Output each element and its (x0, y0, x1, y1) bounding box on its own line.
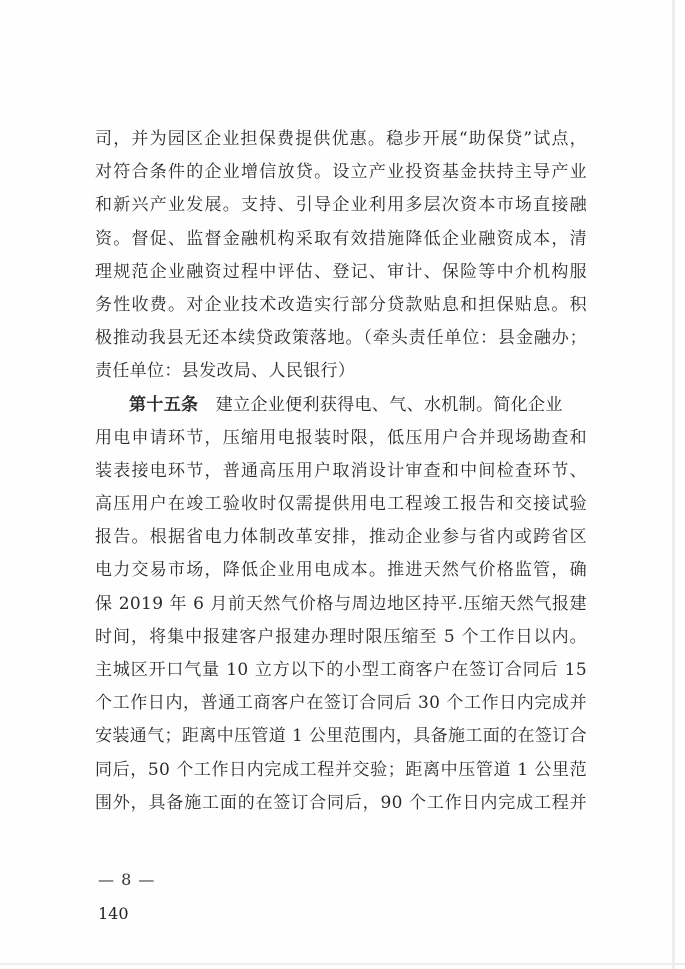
document-body (95, 123, 587, 820)
article-heading-line (95, 389, 587, 422)
article-first-line: 建立企业便利获得电、气、水机制。简化企业 (198, 394, 563, 415)
text-line: 和新兴产业发展。支持、引导企业利用多层次资本市场直接融 (95, 195, 587, 216)
text-line: 极推动我县无还本续贷政策落地。（牵头责任单位：县金融办； (95, 328, 587, 349)
text-line: 围外，具备施工面的在签订合同后，90 个工作日内完成工程并 (95, 792, 587, 813)
text-line: 安装通气；距离中压管道 1 公里范围内，具备施工面的在签订合 (95, 726, 587, 747)
text-line: 高压用户在竣工验收时仅需提供用电工程竣工报告和交接试验 (95, 494, 587, 515)
text-line: 报告。根据省电力体制改革安排，推动企业参与省内或跨省区 (95, 527, 587, 548)
text-line: 理规范企业融资过程中评估、登记、审计、保险等中介机构服 (95, 261, 587, 282)
text-line: 主城区开口气量 10 立方以下的小型工商客户在签订合同后 15 (95, 660, 587, 680)
sequence-number: 140 (98, 904, 129, 923)
page-number-marker: — 8 — (98, 870, 156, 889)
page-edge-shadow (672, 0, 675, 969)
article-title: 第十五条 (129, 394, 199, 415)
text-line: 务性收费。对企业技术改造实行部分贷款贴息和担保贴息。积 (95, 294, 587, 315)
text-line: 对符合条件的企业增信放贷。设立产业投资基金扶持主导产业 (95, 162, 587, 183)
text-line: 司，并为园区企业担保费提供优惠。稳步开展“助保贷”试点， (95, 129, 587, 149)
text-line: 保 2019 年 6 月前天然气价格与周边地区持平.压缩天然气报建 (95, 593, 587, 614)
text-line: 个工作日内，普通工商客户在签订合同后 30 个工作日内完成并 (95, 693, 587, 714)
text-line: 用电申请环节，压缩用电报装时限，低压用户合并现场勘查和 (95, 427, 587, 448)
page-bottom-edge (0, 963, 685, 965)
text-line: 电力交易市场，降低企业用电成本。推进天然气价格监管，确 (95, 560, 587, 581)
text-line: 装表接电环节，普通高压用户取消设计审查和中间检查环节、 (95, 460, 587, 481)
text-line: 时间，将集中报建客户报建办理时限压缩至 5 个工作日以内。 (95, 626, 587, 647)
text-line: 资。督促、监督金融机构采取有效措施降低企业融资成本，清 (95, 228, 587, 249)
text-line: 同后，50 个工作日内完成工程并交验；距离中压管道 1 公里范 (95, 759, 587, 780)
text-line: 责任单位：县发改局、人民银行） (95, 361, 356, 382)
